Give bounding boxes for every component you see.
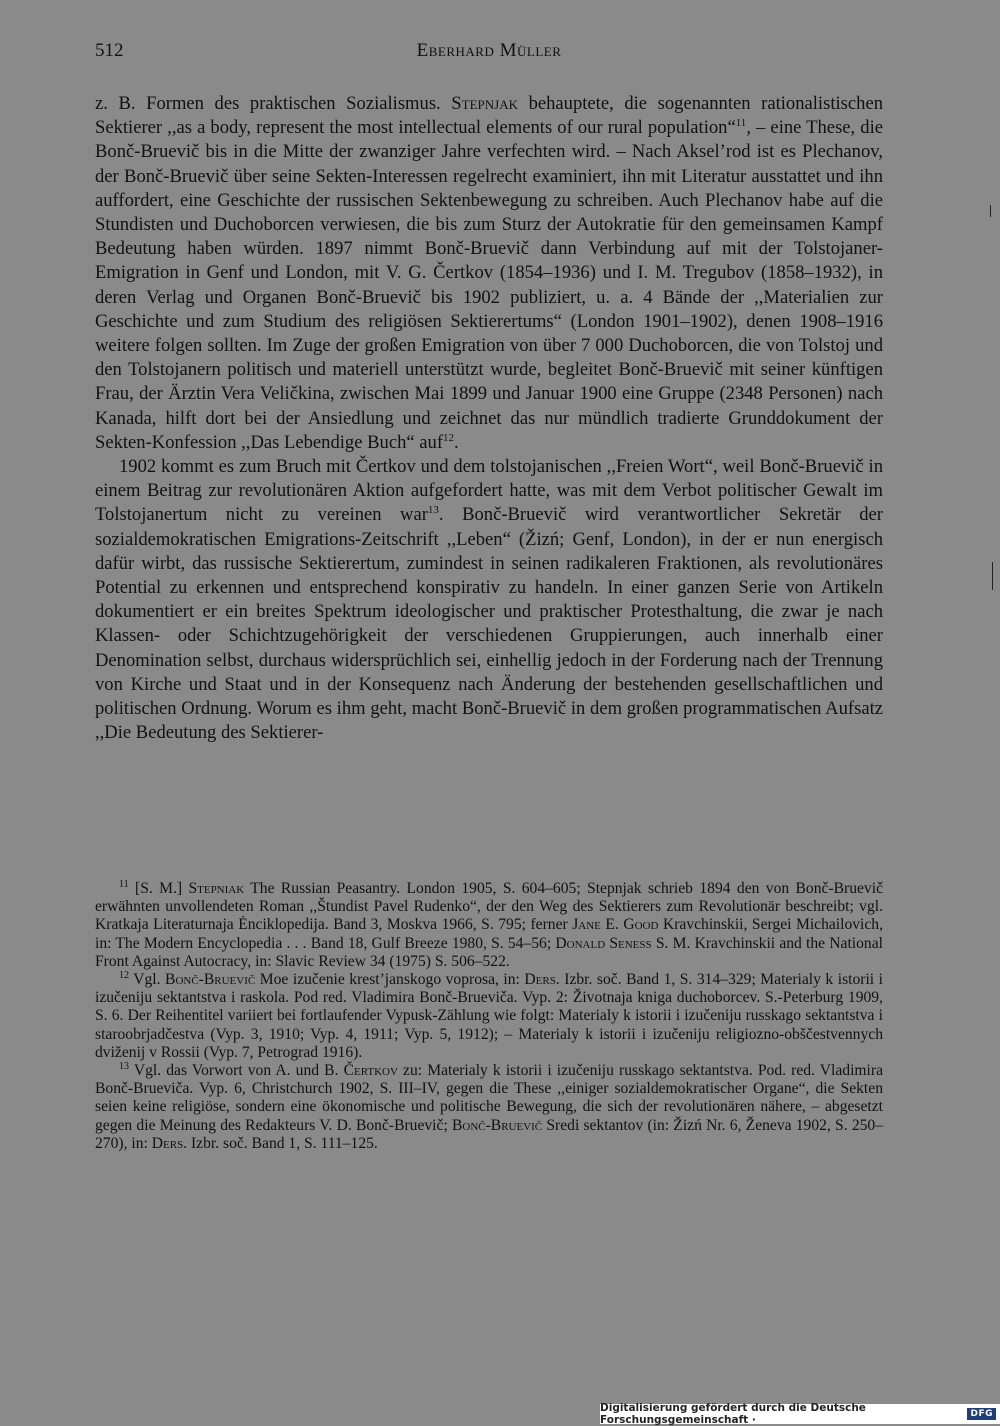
text-span: . bbox=[454, 431, 459, 453]
footnote-13 bbox=[95, 1062, 883, 1153]
margin-mark bbox=[992, 562, 993, 590]
dfg-logo: DFG bbox=[967, 1408, 996, 1420]
text-span: S. M. Kravchinskii and the National Front Against Autocracy, in: Slavic Review 34 (1975) S. 506–522. bbox=[95, 934, 883, 970]
text-span: z. B. Formen des praktischen Sozialismus. bbox=[95, 93, 452, 114]
footnote-11 bbox=[95, 880, 883, 971]
page-header bbox=[95, 40, 883, 70]
text-span: Vgl. bbox=[129, 971, 166, 989]
author-name: Donald Seness bbox=[555, 934, 652, 952]
text-span: , – eine These, die Bonč-Bruevič bis in die Mitte der zwanziger Jahre verfechten wird. – Nach Aksel’rod ist es Plechanov, der Bonč-Bruevič über seine Sekten-Interessen regelrecht examiniert, ihn mit Literatur ausstattet und ihn auffordert, eine Geschichte der russischen Sektenbewegung zu schreiben. Auch Plechanov habe auf die Stundisten und Duchoborcen verwiesen, die bis zum Sturz der Autokratie für den gemeinsamen Kampf Bedeutung haben würden. 1897 nimmt Bonč-Bruevič dann Verbindung auf mit der Tolstojaner-Emigration in Genf und London, mit V. G. Čertkov (1854–1936) und I. M. Tregubov (1858–1932), in deren Verlag und Organen Bonč-Bruevič bis 1902 publiziert, u. a. 4 Bände der ,,Materialien zur Geschichte und zum Studium des religiösen Sektierertums“ (London 1901–1902), denen 1908–1916 weitere folgen sollten. Im Zuge der großen Emigration von über 7 000 Duchoborcen, die von Tolstoj und den Tolstojanern politisch und materiell unterstützt wurde, begleitet Bonč-Bruevič mit seiner künftigen Frau, der Ärztin Vera Veličkina, zwischen Mai 1899 und Januar 1900 eine Gruppe (2348 Personen) nach Kanada, hilft dort bei der Ansiedlung und zeichnet das nur mündlich tradierte Grunddokument der Sekten-Konfession ,,Das Lebendige Buch“ auf bbox=[95, 117, 884, 453]
author-name: Bonč-Bruevič bbox=[451, 1116, 543, 1134]
text-span: Sredi sektantov (in: Žizń Nr. 6, Ženeva 1902, S. 250–270), in: bbox=[95, 1116, 884, 1152]
margin-mark bbox=[990, 205, 991, 217]
footnote-ref-11: 11 bbox=[735, 117, 747, 130]
author-name: Stepniak bbox=[188, 880, 245, 897]
footer-text: Digitalisierung gefördert durch die Deutsche Forschungsgemeinschaft · bbox=[600, 1402, 866, 1426]
text-span: Izbr. soč. Band 1, S. 314–329; Materialy k istorii i izučeniju sektantstva i raskola. Pod red. Vladimira Bonč-Brueviča. Vyp. 2: Životnaja kniga duchoborcev. S.-Peterburg 1909, S. 6. Der Reihentitel variiert bei fortlaufender Vypusk-Zählung wie folgt: Materialy k istorii i izučeniju russkago sektantstva i staroobrjadčestva (Vyp. 3, 1910; Vyp. 4, 1911; Vyp. 5, 1912); – Materialy k istorii i izučeniju religiozno-obščestvennych dviženij v Rossii (Vyp. 7, Petrograd 1916). bbox=[95, 971, 883, 1061]
text-span: 1902 kommt es zum Bruch mit Čertkov und dem tolstojanischen ,,Freien Wort“, weil Bonč-Bruevič in einem Beitrag zur revolutionären Aktion aufgefordert hatte, was mit dem Verbot politischer Gewalt im Tolstojanertum nicht zu vereinen war bbox=[95, 456, 883, 526]
text-span: zu: Materialy k istorii i izučeniju russkago sektantstva. Pod. red. Vladimira Bonč-Brueviča. Vyp. 6, Christchurch 1902, S. III–IV, gegen die These ,,einiger sozialdemokratischer Organe“, die Sekten seien keine religiöse, sondern eine ökonomische und politische Bewegung, die sich der revolutionären nähere, – abgesetzt gegen die Meinung des Redakteurs V. D. Bonč-Bruevič; bbox=[95, 1062, 883, 1134]
text-span: behauptete, die sogenannten rationalistischen Sektierer ,,as a body, represent the most intellectual elements of our rural population“ bbox=[95, 93, 883, 139]
text-span: Izbr. soč. Band 1, S. 111–125. bbox=[187, 1134, 378, 1152]
text-span: Kravchinskii, Sergei Michailovich, in: The Modern Encyclopedia . . . Band 18, Gulf Breeze 1980, S. 54–56; bbox=[95, 916, 884, 952]
digitization-footer bbox=[600, 1404, 1000, 1424]
author-name: Bonč-Bruevič bbox=[165, 971, 256, 989]
footnote-number: 12 bbox=[119, 970, 129, 982]
body-text bbox=[95, 92, 883, 745]
author-name: Ders. bbox=[151, 1134, 188, 1152]
running-head: Eberhard Müller bbox=[416, 40, 562, 61]
author-name: Jane E. Good bbox=[572, 916, 659, 934]
text-span: . Bonč-Bruevič wird verantwortlicher Sekretär der sozialdemokratischen Emigrations-Zeitschrift ,,Leben“ (Žizń; Genf, London), in der er nun energisch dafür wirbt, das russische Sektierertum, zumindest in seinen radikaleren Fraktionen, als revolutionäres Potential zu erkennen und entsprechend konspirativ zu handeln. In einer ganzen Serie von Artikeln dokumentiert er ein breites Spektrum ideologischer und praktischer Protesthaltung, die zwar je nach Klassen- oder Schichtzugehörigkeit der verschiedenen Gruppierungen, auch innerhalb einer Denomination selbst, durchaus widersprüchlich sei, einhellig jedoch in der Forderung nach der Trennung von Kirche und Staat und in der Konsequenz nach Änderung der bestehenden gesellschaftlichen und politischen Ordnung. Worum es ihm geht, macht Bonč-Bruevič in dem großen programmatischen Aufsatz ,,Die Bedeutung des Sektierer- bbox=[95, 504, 884, 744]
footnote-12 bbox=[95, 971, 883, 1062]
author-name: Čertkov bbox=[343, 1062, 398, 1080]
paragraph-2 bbox=[95, 455, 883, 745]
author-name: Stepnjak bbox=[451, 93, 518, 114]
author-name: Ders. bbox=[524, 971, 560, 989]
footnote-ref-12: 12 bbox=[443, 431, 455, 444]
footnote-number: 13 bbox=[119, 1061, 129, 1073]
footnote-ref-13: 13 bbox=[427, 504, 439, 517]
text-span: Moe izučenie krest’janskogo voprosa, in: bbox=[255, 971, 525, 989]
text-span: Vgl. das Vorwort von A. und B. bbox=[129, 1062, 344, 1080]
page-number: 512 bbox=[95, 40, 124, 61]
footnotes bbox=[95, 880, 883, 1153]
paragraph-1 bbox=[95, 92, 883, 455]
text-span: [S. M.] bbox=[128, 880, 189, 897]
text-span: The Russian Peasantry. London 1905, S. 604–605; Stepnjak schrieb 1894 den von Bonč-Bruevič erwähnten unvollendeten Roman ,,Štundist Pavel Rudenko“, der den Weg des Sektierers zum Revolutionär beschreibt; vgl. Kratkaja Literaturnaja Ėnciklopedija. Band 3, Moskva 1966, S. 795; ferner bbox=[95, 880, 883, 934]
footnote-number: 11 bbox=[119, 879, 129, 890]
